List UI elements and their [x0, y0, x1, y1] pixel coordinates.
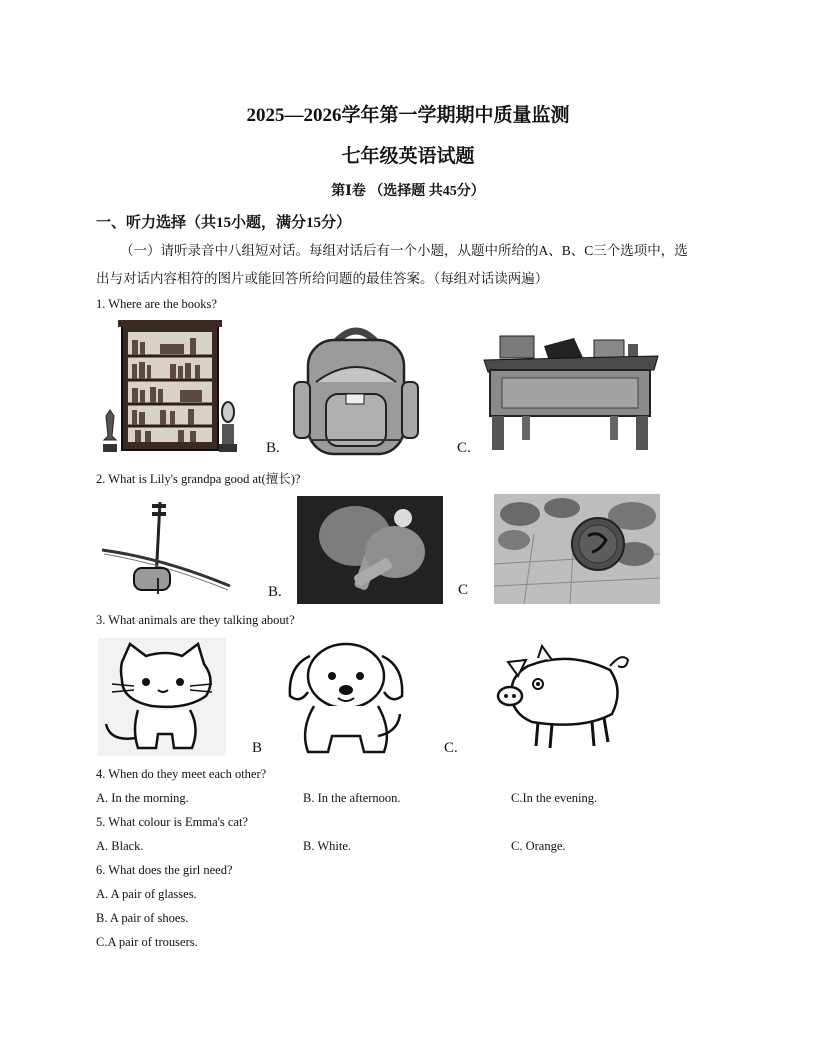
part-label: 第Ⅰ卷 （选择题 共45分）: [331, 184, 485, 199]
q3-option-b-label: B: [252, 740, 263, 756]
chinese-chess-icon: [494, 494, 660, 604]
question-4-text: 4. When do they meet each other?: [96, 767, 267, 781]
desk-icon: [482, 330, 660, 454]
q1-option-c-label: C.: [457, 440, 471, 456]
section-heading: 一、听力选择（共15小题，满分15分）: [96, 215, 352, 231]
question-5-text: 5. What colour is Emma's cat?: [96, 815, 248, 829]
cat-icon: [98, 638, 226, 756]
instruction-line-2: 出与对话内容相符的图片或能回答所给问题的最佳答案。（每组对话读两遍）: [96, 271, 549, 286]
q6-option-b: B. A pair of shoes.: [96, 911, 189, 925]
question-1-text: 1. Where are the books?: [96, 297, 217, 311]
q4-option-c: C.In the evening.: [511, 791, 598, 805]
erhu-icon: [100, 494, 236, 604]
backpack-icon: [286, 322, 426, 458]
question-6-text: 6. What does the girl need?: [96, 863, 233, 877]
q1-option-b-label: B.: [266, 440, 280, 456]
instruction-line-1: （一）请听录音中八组短对话。每组对话后有一个小题，从题中所给的A、B、C三个选项中，选: [120, 243, 688, 258]
q3-option-c-label: C.: [444, 740, 458, 756]
q5-option-b: B. White.: [303, 839, 352, 853]
exam-subtitle: 七年级英语试题: [341, 146, 475, 167]
question-2-text: 2. What is Lily's grandpa good at(擅长)?: [96, 472, 301, 486]
exam-title: 2025—2026学年第一学期期中质量监测: [246, 105, 570, 126]
pig-icon: [488, 644, 634, 752]
q6-option-c: C.A pair of trousers.: [96, 935, 198, 949]
bookshelf-icon: [100, 320, 245, 458]
q6-option-a: A. A pair of glasses.: [96, 887, 197, 901]
question-3-text: 3. What animals are they talking about?: [96, 613, 295, 627]
q5-option-a: A. Black.: [96, 839, 144, 853]
ping-pong-icon: [297, 496, 443, 604]
dog-icon: [280, 636, 412, 756]
q5-option-c: C. Orange.: [511, 839, 566, 853]
q2-option-c-label: C: [458, 582, 469, 598]
q2-option-b-label: B.: [268, 584, 282, 600]
q4-option-a: A. In the morning.: [96, 791, 189, 805]
q4-option-b: B. In the afternoon.: [303, 791, 401, 805]
